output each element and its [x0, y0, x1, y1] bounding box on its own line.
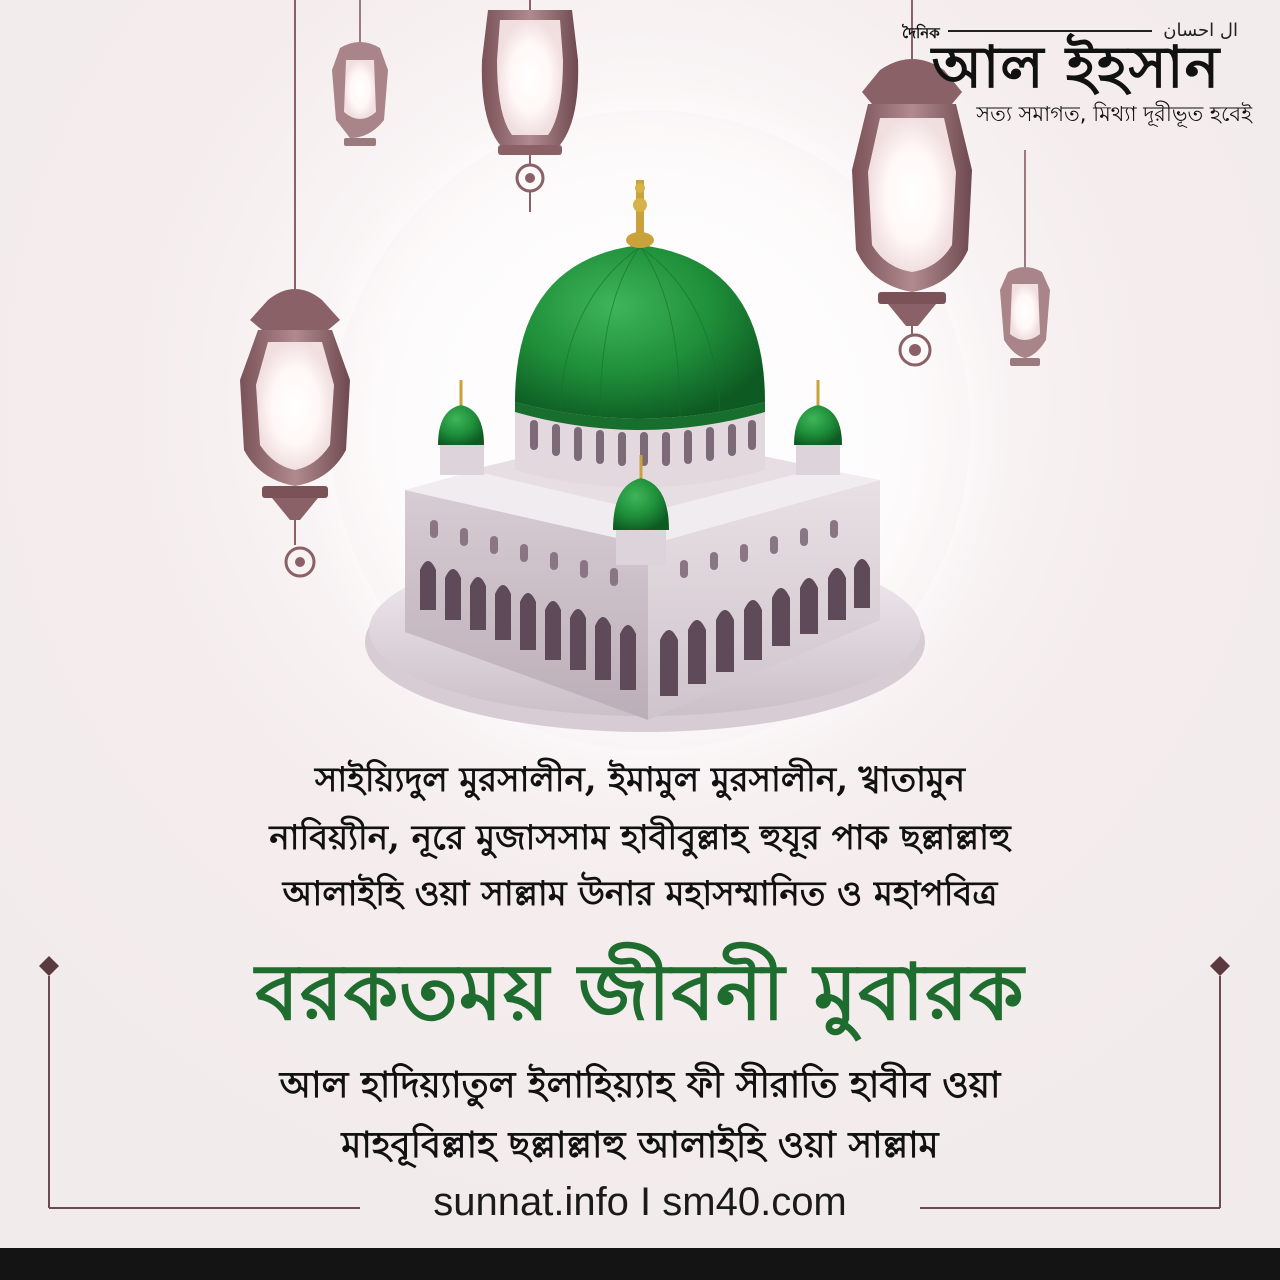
message-line-3: আলাইহি ওয়া সাল্লাম উনার মহাসম্মানিত ও মহাপবিত্র	[282, 874, 998, 914]
message-line-2: নাবিয়্যীন, নূরে মুজাসসাম হাবীবুল্লাহ হুযূর পাক ছল্লাল্লাহু	[269, 818, 1011, 858]
masthead-daily-label: দৈনিক	[902, 24, 940, 42]
masthead-tagline: সত্য সমাগত, মিথ্যা দূরীভূত হবেই	[976, 102, 1252, 126]
masthead-title: আল ইহসান	[931, 33, 1221, 101]
message-line-5: মাহবূবিল্লাহ ছল্লাল্লাহু আলাইহি ওয়া সাল্লাম	[341, 1124, 939, 1166]
newspaper-masthead	[900, 18, 1252, 133]
message-line-4: আল হাদিয়্যাতুল ইলাহিয়্যাহ ফী সীরাতি হাবীব ওয়া	[279, 1064, 1001, 1106]
bottom-bar	[0, 1248, 1280, 1280]
masthead-arabic-label: ال احسان	[1163, 20, 1238, 41]
footer-websites: sunnat.info I sm40.com	[433, 1180, 847, 1224]
headline: বরকতময় জীবনী মুবারক	[255, 948, 1025, 1038]
message-line-1: সাইয়্যিদুল মুরসালীন, ইমামুল মুরসালীন, খ্বাতামুন	[314, 760, 966, 800]
masthead-rule	[948, 30, 1152, 32]
